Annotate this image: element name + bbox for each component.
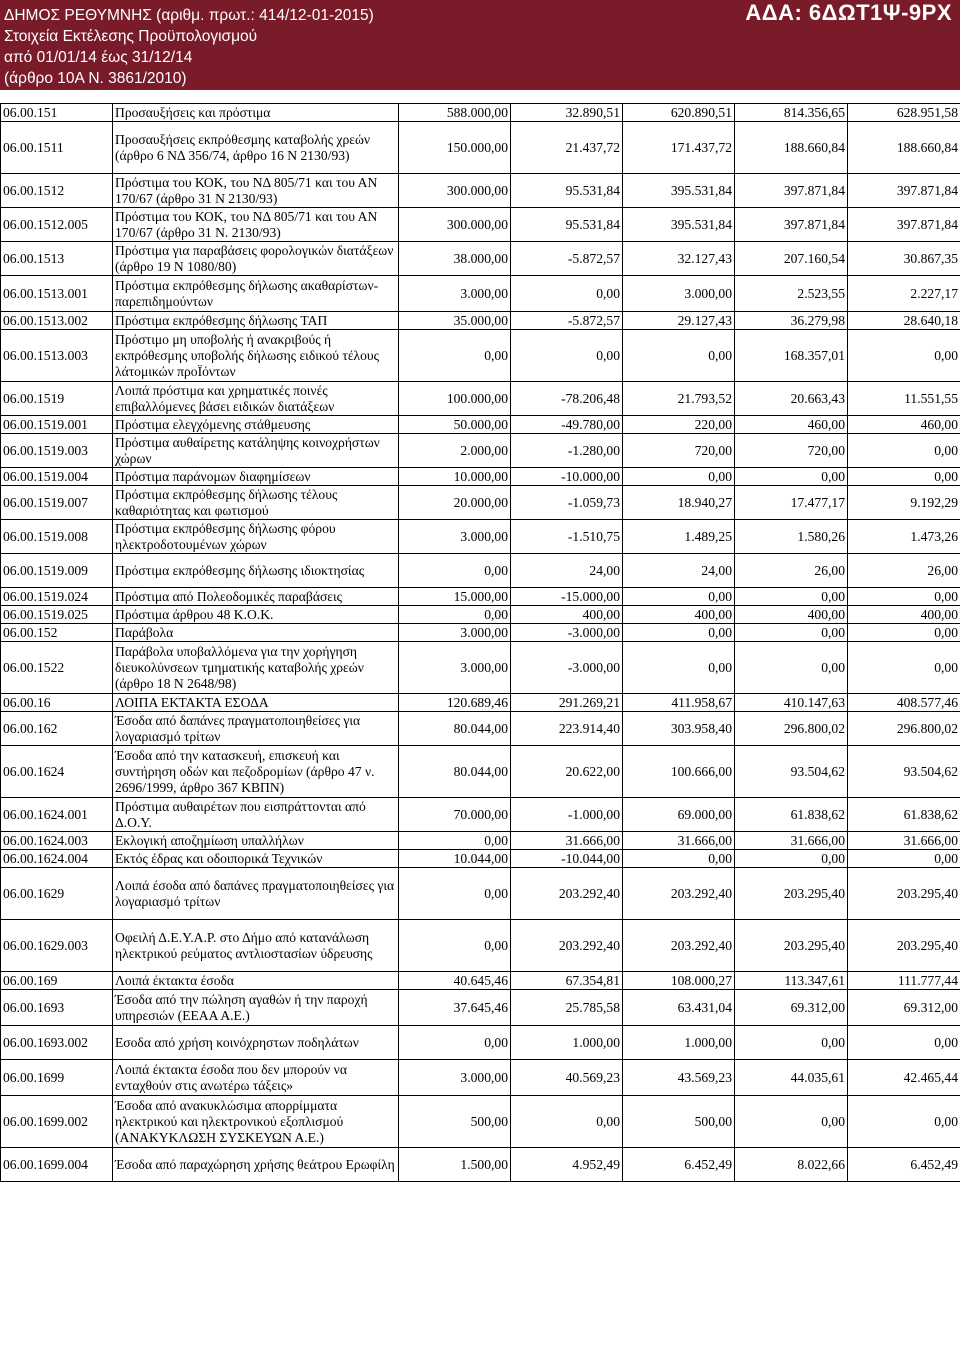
row-collected: 397.871,84 [848,208,960,242]
row-initial-budget: 3.000,00 [399,1060,511,1096]
table-row [1,832,960,850]
row-initial-budget: 3.000,00 [399,624,511,642]
table-row [1,1026,960,1060]
row-budget-change: 291.269,21 [511,694,623,712]
row-initial-budget: 300.000,00 [399,208,511,242]
row-budget-change: 203.292,40 [511,868,623,920]
row-collected: 0,00 [848,434,960,468]
row-initial-budget: 10.000,00 [399,468,511,486]
row-initial-budget: 15.000,00 [399,588,511,606]
row-initial-budget: 0,00 [399,330,511,382]
row-collected: 31.666,00 [848,832,960,850]
row-collected: 111.777,44 [848,972,960,990]
row-budget-change: -15.000,00 [511,588,623,606]
row-final-budget: 32.127,43 [623,242,735,276]
row-assessed: 203.295,40 [735,868,848,920]
row-assessed: 296.800,02 [735,712,848,746]
municipality-line: ΔΗΜΟΣ ΡΕΘΥΜΝΗΣ (αριθμ. πρωτ.: 414/12-01-2015) [4,7,374,24]
row-budget-change: 24,00 [511,554,623,588]
row-initial-budget: 0,00 [399,1026,511,1060]
row-budget-change: 67.354,81 [511,972,623,990]
row-collected: 28.640,18 [848,312,960,330]
row-collected: 0,00 [848,1026,960,1060]
table-row [1,624,960,642]
row-budget-change: -5.872,57 [511,312,623,330]
row-budget-change: -10.044,00 [511,850,623,868]
row-collected: 460,00 [848,416,960,434]
row-final-budget: 0,00 [623,588,735,606]
table-row [1,712,960,746]
row-description: Προσαυξήσεις εκπρόθεσμης καταβολής χρεών (άρθρο 6 ΝΔ 356/74, άρθρο 16 Ν 2130/93) [113,122,399,174]
table-row [1,104,960,122]
row-budget-change: 203.292,40 [511,920,623,972]
table-row [1,416,960,434]
row-budget-change: 25.785,58 [511,990,623,1026]
row-collected: 203.295,40 [848,920,960,972]
row-code: 06.00.1511 [1,122,113,174]
row-final-budget: 108.000,27 [623,972,735,990]
row-initial-budget: 20.000,00 [399,486,511,520]
row-final-budget: 395.531,84 [623,208,735,242]
row-code: 06.00.152 [1,624,113,642]
row-assessed: 36.279,98 [735,312,848,330]
row-code: 06.00.162 [1,712,113,746]
row-assessed: 44.035,61 [735,1060,848,1096]
row-description: Πρόστιμα εκπρόθεσμης δήλωσης ιδιοκτησίας [113,554,399,588]
row-description: Λοιπά έσοδα από δαπάνες πραγματοποιηθείσες για λογαριασμό τρίτων [113,868,399,920]
row-final-budget: 31.666,00 [623,832,735,850]
table-row [1,382,960,416]
row-budget-change: 0,00 [511,330,623,382]
table-row [1,486,960,520]
row-assessed: 397.871,84 [735,208,848,242]
row-final-budget: 1.489,25 [623,520,735,554]
row-assessed: 814.356,65 [735,104,848,122]
row-description: Πρόστιμα του ΚΟΚ, του ΝΔ 805/71 και του ΑΝ 170/67 (άρθρο 31 Ν 2130/93) [113,174,399,208]
row-code: 06.00.1519.025 [1,606,113,624]
row-collected: 1.473,26 [848,520,960,554]
row-initial-budget: 3.000,00 [399,276,511,312]
row-collected: 0,00 [848,642,960,694]
row-final-budget: 1.000,00 [623,1026,735,1060]
row-collected: 26,00 [848,554,960,588]
row-assessed: 720,00 [735,434,848,468]
row-code: 06.00.1519.024 [1,588,113,606]
row-final-budget: 63.431,04 [623,990,735,1026]
row-initial-budget: 40.645,46 [399,972,511,990]
row-initial-budget: 300.000,00 [399,174,511,208]
row-final-budget: 0,00 [623,330,735,382]
row-description: Πρόστιμα αυθαίρετης κατάληψης κοινοχρήστων χώρων [113,434,399,468]
row-collected: 0,00 [848,468,960,486]
row-description: ΛΟΙΠΑ ΕΚΤΑΚΤΑ ΕΣΟΔΑ [113,694,399,712]
row-final-budget: 620.890,51 [623,104,735,122]
row-description: Έσοδα από δαπάνες πραγματοποιηθείσες για λογαριασμό τρίτων [113,712,399,746]
row-collected: 11.551,55 [848,382,960,416]
row-assessed: 0,00 [735,1096,848,1148]
row-description: Λοιπά έκτακτα έσοδα που δεν μπορούν να ενταχθούν στις ανωτέρω τάξεις» [113,1060,399,1096]
row-code: 06.00.1513.001 [1,276,113,312]
row-description: Πρόστιμα από Πολεοδομικές παραβάσεις [113,588,399,606]
row-budget-change: 0,00 [511,276,623,312]
row-code: 06.00.1512 [1,174,113,208]
table-row [1,798,960,832]
row-collected: 296.800,02 [848,712,960,746]
row-assessed: 93.504,62 [735,746,848,798]
row-assessed: 61.838,62 [735,798,848,832]
table-row [1,588,960,606]
row-assessed: 203.295,40 [735,920,848,972]
row-initial-budget: 3.000,00 [399,520,511,554]
table-row [1,242,960,276]
row-collected: 188.660,84 [848,122,960,174]
row-assessed: 26,00 [735,554,848,588]
row-assessed: 410.147,63 [735,694,848,712]
table-row [1,990,960,1026]
row-code: 06.00.1519.009 [1,554,113,588]
row-code: 06.00.1513.002 [1,312,113,330]
row-budget-change: -3.000,00 [511,642,623,694]
row-budget-change: -10.000,00 [511,468,623,486]
row-budget-change: 40.569,23 [511,1060,623,1096]
row-code: 06.00.1512.005 [1,208,113,242]
table-row [1,642,960,694]
row-description: Πρόστιμα παράνομων διαφημίσεων [113,468,399,486]
row-budget-change: -1.510,75 [511,520,623,554]
row-final-budget: 0,00 [623,850,735,868]
row-assessed: 400,00 [735,606,848,624]
row-budget-change: 223.914,40 [511,712,623,746]
row-assessed: 0,00 [735,468,848,486]
row-budget-change: 31.666,00 [511,832,623,850]
row-code: 06.00.169 [1,972,113,990]
row-code: 06.00.1629.003 [1,920,113,972]
row-code: 06.00.1699 [1,1060,113,1096]
row-final-budget: 720,00 [623,434,735,468]
table-row [1,868,960,920]
table-row [1,330,960,382]
row-code: 06.00.1624.003 [1,832,113,850]
table-row [1,694,960,712]
row-assessed: 0,00 [735,1026,848,1060]
row-budget-change: -78.206,48 [511,382,623,416]
row-budget-change: -5.872,57 [511,242,623,276]
row-initial-budget: 0,00 [399,554,511,588]
row-assessed: 188.660,84 [735,122,848,174]
row-collected: 6.452,49 [848,1148,960,1182]
row-final-budget: 303.958,40 [623,712,735,746]
table-row [1,606,960,624]
row-budget-change: 21.437,72 [511,122,623,174]
table-row [1,122,960,174]
row-assessed: 20.663,43 [735,382,848,416]
row-final-budget: 400,00 [623,606,735,624]
table-row [1,746,960,798]
row-code: 06.00.1699.004 [1,1148,113,1182]
row-budget-change: 20.622,00 [511,746,623,798]
row-description: Πρόστιμα ελεγχόμενης στάθμευσης [113,416,399,434]
row-code: 06.00.1629 [1,868,113,920]
row-initial-budget: 38.000,00 [399,242,511,276]
row-assessed: 0,00 [735,642,848,694]
row-code: 06.00.1519.001 [1,416,113,434]
row-description: Πρόστιμα εκπρόθεσμης δήλωσης τέλους καθαριότητας και φωτισμού [113,486,399,520]
row-description: Έσοδα από παραχώρηση χρήσης θεάτρου Ερωφίλη [113,1148,399,1182]
table-row [1,1060,960,1096]
table-row [1,276,960,312]
row-code: 06.00.16 [1,694,113,712]
row-code: 06.00.1624.004 [1,850,113,868]
row-initial-budget: 150.000,00 [399,122,511,174]
row-budget-change: 0,00 [511,1096,623,1148]
row-budget-change: -1.280,00 [511,434,623,468]
table-row [1,920,960,972]
table-row [1,1096,960,1148]
row-initial-budget: 35.000,00 [399,312,511,330]
row-initial-budget: 3.000,00 [399,642,511,694]
row-code: 06.00.1522 [1,642,113,694]
row-code: 06.00.1519.008 [1,520,113,554]
row-collected: 400,00 [848,606,960,624]
row-final-budget: 100.666,00 [623,746,735,798]
row-assessed: 460,00 [735,416,848,434]
row-description: Εκτός έδρας και οδοιπορικά Τεχνικών [113,850,399,868]
row-collected: 61.838,62 [848,798,960,832]
row-final-budget: 395.531,84 [623,174,735,208]
row-final-budget: 69.000,00 [623,798,735,832]
row-description: Πρόστιμο μη υποβολής ή ανακριβούς ή εκπρόθεσμης υποβολής δήλωσης ειδικού τέλους λάτομικών προΪόντων [113,330,399,382]
row-initial-budget: 588.000,00 [399,104,511,122]
row-description: Έσοδα από την πώληση αγαθών ή την παροχή υπηρεσιών (ΕΕΑΑ Α.Ε.) [113,990,399,1026]
row-initial-budget: 120.689,46 [399,694,511,712]
row-final-budget: 18.940,27 [623,486,735,520]
row-collected: 0,00 [848,1096,960,1148]
row-collected: 93.504,62 [848,746,960,798]
row-final-budget: 6.452,49 [623,1148,735,1182]
row-initial-budget: 50.000,00 [399,416,511,434]
row-final-budget: 203.292,40 [623,920,735,972]
row-description: Πρόστιμα του ΚΟΚ, του ΝΔ 805/71 και του ΑΝ 170/67 (άρθρο 31 Ν. 2130/93) [113,208,399,242]
row-collected: 628.951,58 [848,104,960,122]
row-final-budget: 21.793,52 [623,382,735,416]
row-budget-change: 4.952,49 [511,1148,623,1182]
row-initial-budget: 70.000,00 [399,798,511,832]
row-initial-budget: 80.044,00 [399,746,511,798]
row-initial-budget: 0,00 [399,832,511,850]
row-code: 06.00.1693.002 [1,1026,113,1060]
document-header-banner [0,0,960,90]
row-assessed: 0,00 [735,588,848,606]
row-code: 06.00.1519.004 [1,468,113,486]
row-description: Πρόστιμα για παραβάσεις φορολογικών διατάξεων (άρθρο 19 Ν 1080/80) [113,242,399,276]
row-final-budget: 171.437,72 [623,122,735,174]
row-initial-budget: 0,00 [399,920,511,972]
table-row [1,434,960,468]
row-description: Πρόστιμα εκπρόθεσμης δήλωσης ακαθαρίστων-παρεπιδημούντων [113,276,399,312]
row-assessed: 113.347,61 [735,972,848,990]
header-info [4,5,374,89]
row-code: 06.00.1693 [1,990,113,1026]
row-final-budget: 29.127,43 [623,312,735,330]
row-initial-budget: 2.000,00 [399,434,511,468]
row-assessed: 31.666,00 [735,832,848,850]
row-collected: 0,00 [848,850,960,868]
budget-table-body [1,104,960,1182]
row-code: 06.00.1513 [1,242,113,276]
row-budget-change: 1.000,00 [511,1026,623,1060]
row-description: Πρόστιμα εκπρόθεσμης δήλωσης φόρου ηλεκτροδοτουμένων χώρων [113,520,399,554]
row-final-budget: 0,00 [623,642,735,694]
row-final-budget: 203.292,40 [623,868,735,920]
budget-table [0,103,960,1182]
row-initial-budget: 500,00 [399,1096,511,1148]
row-final-budget: 0,00 [623,624,735,642]
table-row [1,554,960,588]
table-row [1,850,960,868]
row-code: 06.00.1519 [1,382,113,416]
row-collected: 30.867,35 [848,242,960,276]
row-assessed: 0,00 [735,850,848,868]
row-collected: 397.871,84 [848,174,960,208]
ada-code: ΑΔΑ: 6ΔΩΤ1Ψ-9ΡΧ [745,0,952,25]
row-budget-change: 400,00 [511,606,623,624]
legal-reference: (άρθρο 10Α Ν. 3861/2010) [4,70,187,87]
table-row [1,520,960,554]
row-description: Οφειλή Δ.Ε.Υ.Α.Ρ. στο Δήμο από κατανάλωση ηλεκτρικού ρεύματος αντλιοστασίων ύδρευσης [113,920,399,972]
row-budget-change: 32.890,51 [511,104,623,122]
row-assessed: 1.580,26 [735,520,848,554]
row-code: 06.00.1519.003 [1,434,113,468]
row-final-budget: 3.000,00 [623,276,735,312]
row-final-budget: 500,00 [623,1096,735,1148]
row-description: Έσοδα από την κατασκευή, επισκευή και συντήρηση οδών και πεζοδρομίων (άρθρο 47 ν. 2696/1999, άρθρο 367 ΚΒΠΝ) [113,746,399,798]
row-assessed: 168.357,01 [735,330,848,382]
row-code: 06.00.151 [1,104,113,122]
row-collected: 0,00 [848,624,960,642]
row-budget-change: -1.000,00 [511,798,623,832]
row-budget-change: -49.780,00 [511,416,623,434]
row-assessed: 397.871,84 [735,174,848,208]
row-assessed: 17.477,17 [735,486,848,520]
row-budget-change: 95.531,84 [511,208,623,242]
row-collected: 42.465,44 [848,1060,960,1096]
row-collected: 0,00 [848,588,960,606]
row-budget-change: -1.059,73 [511,486,623,520]
row-description: Έσοδα από ανακυκλώσιμα απορρίμματα ηλεκτρικού και ηλεκτρονικού εξοπλισμού (ΑΝΑΚΥΚΛΩΣΗ ΣΥΣΚΕΥΩΝ Α.Ε.) [113,1096,399,1148]
row-initial-budget: 10.044,00 [399,850,511,868]
row-initial-budget: 100.000,00 [399,382,511,416]
row-collected: 69.312,00 [848,990,960,1026]
row-collected: 9.192,29 [848,486,960,520]
table-row [1,312,960,330]
report-period: από 01/01/14 έως 31/12/14 [4,49,193,66]
row-description: Προσαυξήσεις και πρόστιμα [113,104,399,122]
row-code: 06.00.1519.007 [1,486,113,520]
row-description: Λοιπά έκτακτα έσοδα [113,972,399,990]
row-description: Εσοδα από χρήση κοινόχρηστων ποδηλάτων [113,1026,399,1060]
table-row [1,174,960,208]
report-title: Στοιχεία Εκτέλεσης Προϋπολογισμού [4,28,258,45]
row-assessed: 8.022,66 [735,1148,848,1182]
row-budget-change: 95.531,84 [511,174,623,208]
row-final-budget: 220,00 [623,416,735,434]
row-initial-budget: 1.500,00 [399,1148,511,1182]
row-description: Πρόστιμα αυθαιρέτων που εισπράττονται από Δ.Ο.Υ. [113,798,399,832]
row-code: 06.00.1624.001 [1,798,113,832]
row-collected: 2.227,17 [848,276,960,312]
row-assessed: 0,00 [735,624,848,642]
table-row [1,972,960,990]
row-description: Εκλογική αποζημίωση υπαλλήλων [113,832,399,850]
row-collected: 203.295,40 [848,868,960,920]
row-code: 06.00.1513.003 [1,330,113,382]
row-description: Πρόστιμα εκπρόθεσμης δήλωσης ΤΑΠ [113,312,399,330]
row-initial-budget: 0,00 [399,606,511,624]
row-description: Πρόστιμα άρθρου 48 Κ.Ο.Κ. [113,606,399,624]
row-description: Λοιπά πρόστιμα και χρηματικές ποινές επιβαλλόμενες βάσει ειδικών διατάξεων [113,382,399,416]
row-final-budget: 0,00 [623,468,735,486]
row-final-budget: 43.569,23 [623,1060,735,1096]
row-collected: 408.577,46 [848,694,960,712]
row-description: Παράβολα υποβαλλόμενα για την χορήγηση διευκολύνσεων τμηματικής καταβολής χρεών (άρθρο 18 Ν 2648/98) [113,642,399,694]
row-collected: 0,00 [848,330,960,382]
table-row [1,468,960,486]
table-row [1,1148,960,1182]
row-final-budget: 411.958,67 [623,694,735,712]
row-assessed: 207.160,54 [735,242,848,276]
row-budget-change: -3.000,00 [511,624,623,642]
row-initial-budget: 80.044,00 [399,712,511,746]
row-initial-budget: 0,00 [399,868,511,920]
row-description: Παράβολα [113,624,399,642]
row-assessed: 69.312,00 [735,990,848,1026]
row-final-budget: 24,00 [623,554,735,588]
row-code: 06.00.1699.002 [1,1096,113,1148]
table-row [1,208,960,242]
row-code: 06.00.1624 [1,746,113,798]
row-initial-budget: 37.645,46 [399,990,511,1026]
row-assessed: 2.523,55 [735,276,848,312]
